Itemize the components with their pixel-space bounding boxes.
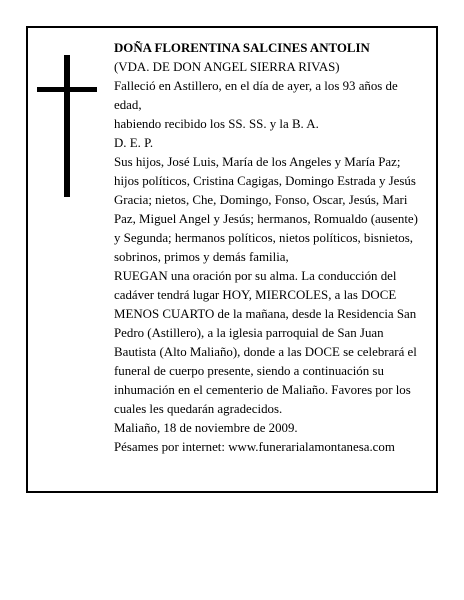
dep-line: D. E. P. [114, 136, 154, 150]
funeral-request: RUEGAN una oración por su alma. La conducción del cadáver tendrá lugar HOY, MIERCOLES, a las DOCE MENOS CUARTO de la mañana, desde la Residencia San Pedro (Astillero), a la iglesia parroquial de San Juan Bautista (Alto Maliaño), donde a las DOCE se celebrará el funeral de cuerpo presente, siendo a continuación su inhumación en el cementerio de Maliaño. Favores por los cuales les quedarán agradecidos. [114, 269, 417, 416]
cross-icon [37, 55, 97, 197]
family-list: Sus hijos, José Luis, María de los Angeles y María Paz; hijos políticos, Cristina Cagigas, Domingo Estrada y Jesús Gracia; nietos, Che, Domingo, Fonso, Oscar, Jesús, Mari Paz, Miguel Angel y Jesús; hermanos, Romualdo (ausente) y Segunda; hermanos políticos, nietos políticos, bisnietos, sobrinos, primos y demás familia, [114, 155, 418, 264]
sacraments-line: habiendo recibido los SS. SS. y la B. A. [114, 117, 319, 131]
death-announcement: Falleció en Astillero, en el día de ayer, a los 93 años de edad, [114, 79, 398, 112]
cross-vertical-bar [64, 55, 70, 197]
deceased-name: DOÑA FLORENTINA SALCINES ANTOLIN [114, 41, 370, 55]
widow-of-line: (VDA. DE DON ANGEL SIERRA RIVAS) [114, 60, 340, 74]
condolences-line: Pésames por internet: www.funerarialamontanesa.com [114, 440, 395, 454]
obituary-text [114, 39, 426, 457]
cross-horizontal-bar [37, 87, 97, 92]
place-date: Maliaño, 18 de noviembre de 2009. [114, 421, 298, 435]
